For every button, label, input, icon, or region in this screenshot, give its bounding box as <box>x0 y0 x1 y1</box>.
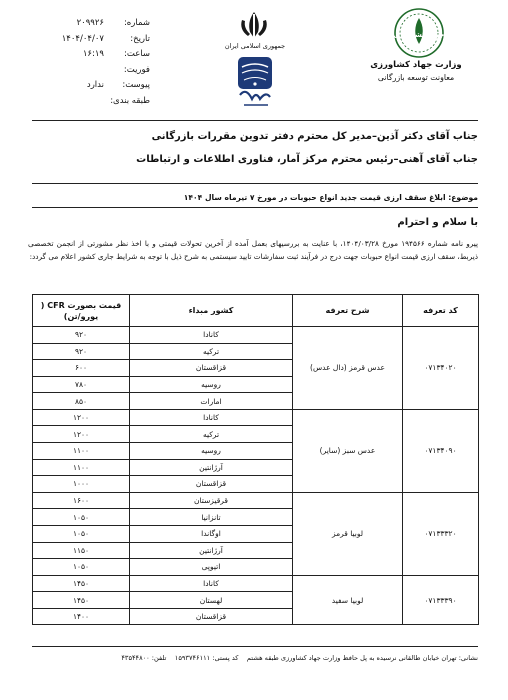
footer-phone: تلفن: ۴۳۵۴۴۸۰۰ <box>121 654 167 662</box>
origin-country-cell: کانادا <box>130 409 293 426</box>
footer-address: نشانی: تهران خیابان طالقانی نرسیده به پل حافظ وزارت جهاد کشاورزی طبقه هشتم <box>246 654 478 662</box>
official-seal-icon <box>220 55 290 113</box>
time-value: ۱۶:۱۹ <box>82 49 104 59</box>
origin-country-cell: کانادا <box>130 575 293 592</box>
price-cell: ۱۴۵۰ <box>33 575 130 592</box>
price-cell: ۱۱۵۰ <box>33 542 130 559</box>
price-table-body <box>33 327 479 625</box>
price-cell: ۱۲۰۰ <box>33 409 130 426</box>
origin-country-cell: قزاقستان <box>130 608 293 625</box>
header-code: کد تعرفه <box>403 295 479 327</box>
header-description: شرح تعرفه <box>293 295 403 327</box>
tariff-description-cell: لوبیا سفید <box>293 575 403 625</box>
tariff-code-cell: ۰۷۱۳۳۳۹۰ <box>403 575 479 625</box>
origin-country-cell: قزاقستان <box>130 476 293 493</box>
origin-country-cell: قرقیزستان <box>130 492 293 509</box>
time-label: ساعت: <box>124 49 150 59</box>
header-origin: کشور مبداء <box>130 295 293 327</box>
origin-country-cell: امارات <box>130 393 293 410</box>
letter-footer <box>30 654 478 662</box>
price-cell: ۱۱۰۰ <box>33 443 130 460</box>
price-cell: ۱۱۰۰ <box>33 459 130 476</box>
ministry-logo-icon <box>392 6 446 60</box>
date-value: ۱۴۰۴/۰۴/۰۷ <box>61 33 104 44</box>
footer-divider <box>32 646 478 647</box>
origin-country-cell: تانزانیا <box>130 509 293 526</box>
origin-country-cell: اوگاندا <box>130 525 293 542</box>
origin-country-cell: اتیوپی <box>130 559 293 576</box>
origin-country-cell: روسیه <box>130 376 293 393</box>
origin-country-cell: آرژانتین <box>130 542 293 559</box>
price-cell: ۱۰۰۰ <box>33 476 130 493</box>
number-label: شماره: <box>123 18 150 28</box>
price-cell: ۷۸۰ <box>33 376 130 393</box>
republic-caption: جمهوری اسلامی ایران <box>224 42 286 50</box>
origin-country-cell: آرژانتین <box>130 459 293 476</box>
origin-country-cell: لهستان <box>130 592 293 609</box>
footer-postal: کد پستی: ۱۵۹۳۷۴۶۱۱۱ <box>174 654 239 662</box>
origin-country-cell: ترکیه <box>130 426 293 443</box>
tariff-description-cell: عدس قرمز (دال عدس) <box>293 327 403 410</box>
price-cell: ۸۵۰ <box>33 393 130 410</box>
header-price: قیمت بصورت CFR ( یورو/تن) <box>33 295 130 327</box>
ministry-name: وزارت جهاد کشاورزی <box>370 60 462 70</box>
table-row <box>33 409 479 426</box>
price-table <box>32 294 479 625</box>
table-row <box>33 492 479 509</box>
ministry-department: معاونت توسعه بازرگانی <box>377 73 455 82</box>
subject-divider-top <box>32 183 478 184</box>
origin-country-cell: ترکیه <box>130 343 293 360</box>
header-divider <box>32 120 478 121</box>
price-cell: ۱۶۰۰ <box>33 492 130 509</box>
tariff-code-cell: ۰۷۱۳۴۰۹۰ <box>403 409 479 492</box>
table-header-row <box>33 295 479 327</box>
addressee-2: جناب آقای آهنی–رئیس محترم مرکز آمار، فناوری اطلاعات و ارتباطات <box>136 154 478 165</box>
tariff-description-cell: عدس سبز (سایر) <box>293 409 403 492</box>
letter-subject: موضوع: ابلاغ سقف ارزی قیمت جدید انواع حبوبات در مورخ ۷ تیرماه سال ۱۴۰۴ <box>183 193 478 202</box>
letter-meta <box>38 16 150 109</box>
price-cell: ۹۲۰ <box>33 327 130 344</box>
tariff-code-cell: ۰۷۱۳۴۰۲۰ <box>403 327 479 410</box>
attachment-label: پیوست: <box>122 80 150 90</box>
national-emblem-icon <box>232 10 276 46</box>
price-cell: ۹۲۰ <box>33 343 130 360</box>
tariff-code-cell: ۰۷۱۳۳۳۲۰ <box>403 492 479 575</box>
price-cell: ۶۰۰ <box>33 360 130 377</box>
addressee-1: جناب آقای دکتر آذین–مدیر کل محترم دفتر تدوین مقررات بازرگانی <box>151 131 478 142</box>
attachment-value: ندارد <box>86 80 104 90</box>
price-cell: ۱۴۰۰ <box>33 608 130 625</box>
price-cell: ۱۰۵۰ <box>33 509 130 526</box>
price-cell: ۱۰۵۰ <box>33 525 130 542</box>
classification-label: طبقه بندی: <box>110 95 150 106</box>
date-label: تاریخ: <box>130 33 150 44</box>
number-value: ۲۰۹۹۲۶ <box>76 18 104 28</box>
origin-country-cell: روسیه <box>130 443 293 460</box>
origin-country-cell: کانادا <box>130 327 293 344</box>
origin-country-cell: قزاقستان <box>130 360 293 377</box>
salutation: با سلام و احترام <box>397 217 478 228</box>
subject-divider-bottom <box>32 207 478 208</box>
urgency-label: فوریت: <box>123 64 150 75</box>
ministry-logo-text: جهاد کشاورزی <box>393 31 445 39</box>
letter-body: پیرو نامه شماره ۱۹۴۵۶۶ مورخ ۱۴۰۴/۰۳/۲۸، با عنایت به بررسیهای بعمل آمده از آخرین تحولات قیمتی و با اخذ نظر مشورتی از انجمن تخصصی ذیربط، سقف ارزی قیمت انواع حبوبات جهت درج در فرآیند ثبت سفارشات تایید سیستمی به شرح ذیل با توجه به شرایط جاری کشور اعلام می گردد: <box>28 239 478 261</box>
price-cell: ۱۰۵۰ <box>33 559 130 576</box>
table-row <box>33 575 479 592</box>
price-cell: ۱۲۰۰ <box>33 426 130 443</box>
tariff-description-cell: لوبیا قرمز <box>293 492 403 575</box>
table-row <box>33 327 479 344</box>
price-cell: ۱۴۵۰ <box>33 592 130 609</box>
